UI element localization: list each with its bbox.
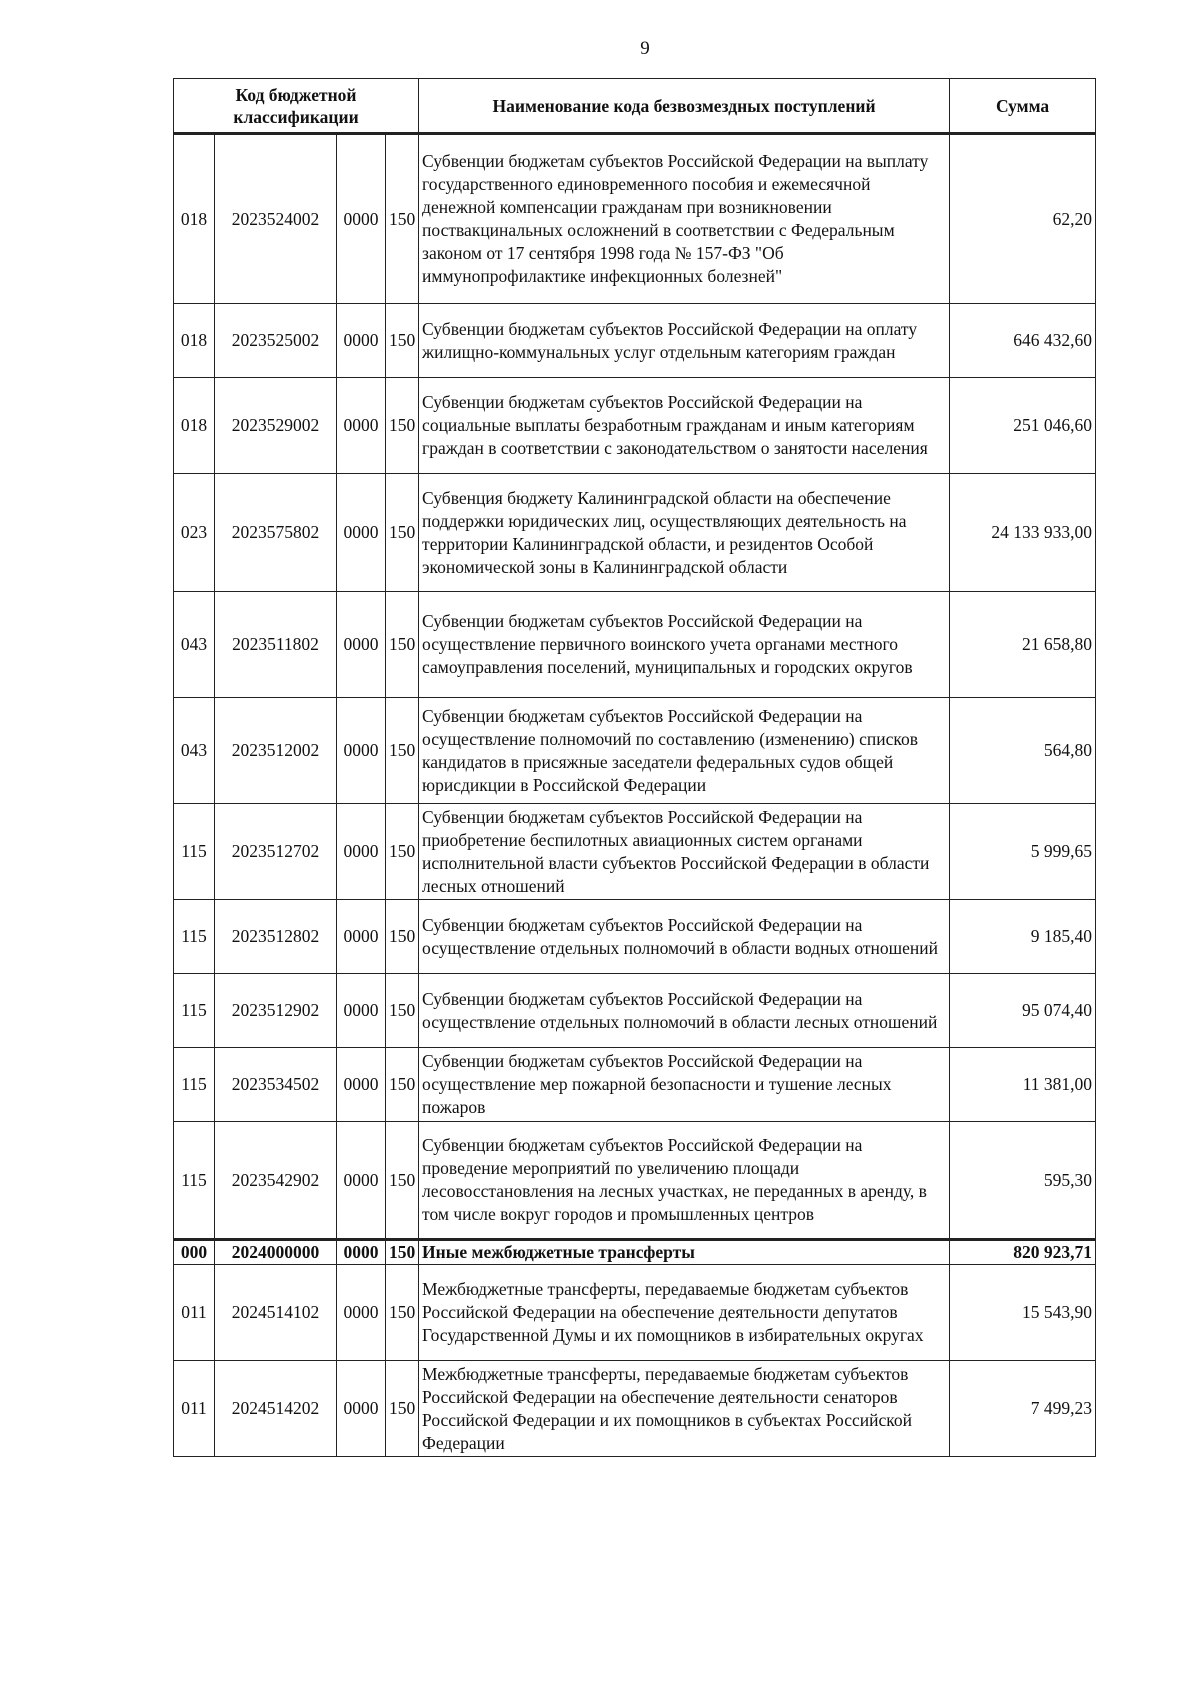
table-row (174, 698, 1096, 804)
kosgu-code-cell: 150 (386, 1265, 419, 1361)
program-code-cell: 0000 (337, 378, 386, 474)
admin-code-cell: 018 (174, 378, 215, 474)
budget-code-cell: 2024000000 (215, 1240, 337, 1265)
sum-cell: 95 074,40 (950, 974, 1096, 1048)
name-cell: Субвенции бюджетам субъектов Российской Федерации на проведение мероприятий по увеличению площади лесовосстановления на лесных участках, не переданных в аренду, в том числе вокруг городов и промышленных центров (419, 1122, 950, 1240)
sum-cell: 7 499,23 (950, 1361, 1096, 1457)
program-code-cell: 0000 (337, 1122, 386, 1240)
sum-cell: 5 999,65 (950, 804, 1096, 900)
program-code-cell: 0000 (337, 1240, 386, 1265)
name-cell: Субвенции бюджетам субъектов Российской Федерации на осуществление отдельных полномочий в области лесных отношений (419, 974, 950, 1048)
name-cell: Субвенции бюджетам субъектов Российской Федерации на приобретение беспилотных авиационных систем органами исполнительной власти субъектов Российской Федерации в области лесных отношений (419, 804, 950, 900)
sum-cell: 15 543,90 (950, 1265, 1096, 1361)
table-row (174, 974, 1096, 1048)
budget-code-cell: 2023525002 (215, 304, 337, 378)
program-code-cell: 0000 (337, 804, 386, 900)
table-row (174, 592, 1096, 698)
table-row (174, 1265, 1096, 1361)
name-cell: Субвенции бюджетам субъектов Российской Федерации на осуществление полномочий по составлению (изменению) списков кандидатов в присяжные заседатели федеральных судов общей юрисдикции в Российской Федерации (419, 698, 950, 804)
kosgu-code-cell: 150 (386, 698, 419, 804)
budget-code-cell: 2023512702 (215, 804, 337, 900)
kosgu-code-cell: 150 (386, 592, 419, 698)
budget-code-cell: 2023512002 (215, 698, 337, 804)
page-number: 9 (640, 38, 650, 59)
kosgu-code-cell: 150 (386, 1240, 419, 1265)
budget-code-cell: 2023524002 (215, 134, 337, 304)
program-code-cell: 0000 (337, 134, 386, 304)
table-row (174, 474, 1096, 592)
table-row (174, 378, 1096, 474)
table-row (174, 1122, 1096, 1240)
sum-cell: 646 432,60 (950, 304, 1096, 378)
admin-code-cell: 043 (174, 592, 215, 698)
kosgu-code-cell: 150 (386, 134, 419, 304)
program-code-cell: 0000 (337, 474, 386, 592)
kosgu-code-cell: 150 (386, 1122, 419, 1240)
budget-code-cell: 2023542902 (215, 1122, 337, 1240)
sum-cell: 62,20 (950, 134, 1096, 304)
kosgu-code-cell: 150 (386, 304, 419, 378)
admin-code-cell: 000 (174, 1240, 215, 1265)
table-row-total (174, 1240, 1096, 1265)
name-cell: Субвенции бюджетам субъектов Российской Федерации на осуществление первичного воинского учета органами местного самоуправления поселений, муниципальных и городских округов (419, 592, 950, 698)
name-cell: Субвенции бюджетам субъектов Российской Федерации на осуществление отдельных полномочий в области водных отношений (419, 900, 950, 974)
name-cell: Субвенции бюджетам субъектов Российской Федерации на выплату государственного единовременного пособия и ежемесячной денежной компенсации гражданам при возникновении поствакцинальных осложнений в соответствии с Федеральным законом от 17 сентября 1998 года № 157-ФЗ "Об иммунопрофилактике инфекционных болезней" (419, 134, 950, 304)
table-row (174, 1361, 1096, 1457)
sum-cell: 564,80 (950, 698, 1096, 804)
kosgu-code-cell: 150 (386, 1048, 419, 1122)
table-header-row (174, 79, 1096, 134)
admin-code-cell: 018 (174, 304, 215, 378)
admin-code-cell: 115 (174, 804, 215, 900)
budget-table (173, 78, 1096, 1457)
budget-code-cell: 2023512802 (215, 900, 337, 974)
name-cell: Иные межбюджетные трансферты (419, 1240, 950, 1265)
name-cell: Межбюджетные трансферты, передаваемые бюджетам субъектов Российской Федерации на обеспечение деятельности депутатов Государственной Думы и их помощников в избирательных округах (419, 1265, 950, 1361)
admin-code-cell: 043 (174, 698, 215, 804)
budget-code-cell: 2023529002 (215, 378, 337, 474)
admin-code-cell: 018 (174, 134, 215, 304)
admin-code-cell: 011 (174, 1265, 215, 1361)
program-code-cell: 0000 (337, 592, 386, 698)
kosgu-code-cell: 150 (386, 974, 419, 1048)
admin-code-cell: 115 (174, 900, 215, 974)
kosgu-code-cell: 150 (386, 804, 419, 900)
name-cell: Субвенция бюджету Калининградской области на обеспечение поддержки юридических лиц, осуществляющих деятельность на территории Калининградской области, и резидентов Особой экономической зоны в Калининградской области (419, 474, 950, 592)
program-code-cell: 0000 (337, 1048, 386, 1122)
kosgu-code-cell: 150 (386, 378, 419, 474)
name-cell: Субвенции бюджетам субъектов Российской Федерации на оплату жилищно-коммунальных услуг отдельным категориям граждан (419, 304, 950, 378)
sum-cell: 820 923,71 (950, 1240, 1096, 1265)
admin-code-cell: 115 (174, 974, 215, 1048)
admin-code-cell: 115 (174, 1048, 215, 1122)
program-code-cell: 0000 (337, 1361, 386, 1457)
admin-code-cell: 115 (174, 1122, 215, 1240)
table-row (174, 1048, 1096, 1122)
program-code-cell: 0000 (337, 1265, 386, 1361)
program-code-cell: 0000 (337, 698, 386, 804)
header-name: Наименование кода безвозмездных поступлений (419, 79, 950, 134)
admin-code-cell: 023 (174, 474, 215, 592)
program-code-cell: 0000 (337, 974, 386, 1048)
sum-cell: 24 133 933,00 (950, 474, 1096, 592)
sum-cell: 595,30 (950, 1122, 1096, 1240)
budget-code-cell: 2023511802 (215, 592, 337, 698)
budget-code-cell: 2023534502 (215, 1048, 337, 1122)
budget-code-cell: 2023575802 (215, 474, 337, 592)
sum-cell: 21 658,80 (950, 592, 1096, 698)
table-row (174, 304, 1096, 378)
budget-code-cell: 2023512902 (215, 974, 337, 1048)
sum-cell: 251 046,60 (950, 378, 1096, 474)
admin-code-cell: 011 (174, 1361, 215, 1457)
budget-code-cell: 2024514202 (215, 1361, 337, 1457)
table-row (174, 134, 1096, 304)
kosgu-code-cell: 150 (386, 1361, 419, 1457)
name-cell: Субвенции бюджетам субъектов Российской Федерации на социальные выплаты безработным гражданам и иным категориям граждан в соответствии с законодательством о занятости населения (419, 378, 950, 474)
kosgu-code-cell: 150 (386, 474, 419, 592)
table-row (174, 804, 1096, 900)
header-code: Код бюджетной классификации (174, 79, 419, 134)
budget-code-cell: 2024514102 (215, 1265, 337, 1361)
table-body (174, 134, 1096, 1457)
kosgu-code-cell: 150 (386, 900, 419, 974)
sum-cell: 9 185,40 (950, 900, 1096, 974)
table-row (174, 900, 1096, 974)
program-code-cell: 0000 (337, 900, 386, 974)
sum-cell: 11 381,00 (950, 1048, 1096, 1122)
name-cell: Межбюджетные трансферты, передаваемые бюджетам субъектов Российской Федерации на обеспечение деятельности сенаторов Российской Федерации и их помощников в субъектах Российской Федерации (419, 1361, 950, 1457)
header-sum: Сумма (950, 79, 1096, 134)
name-cell: Субвенции бюджетам субъектов Российской Федерации на осуществление мер пожарной безопасности и тушение лесных пожаров (419, 1048, 950, 1122)
program-code-cell: 0000 (337, 304, 386, 378)
